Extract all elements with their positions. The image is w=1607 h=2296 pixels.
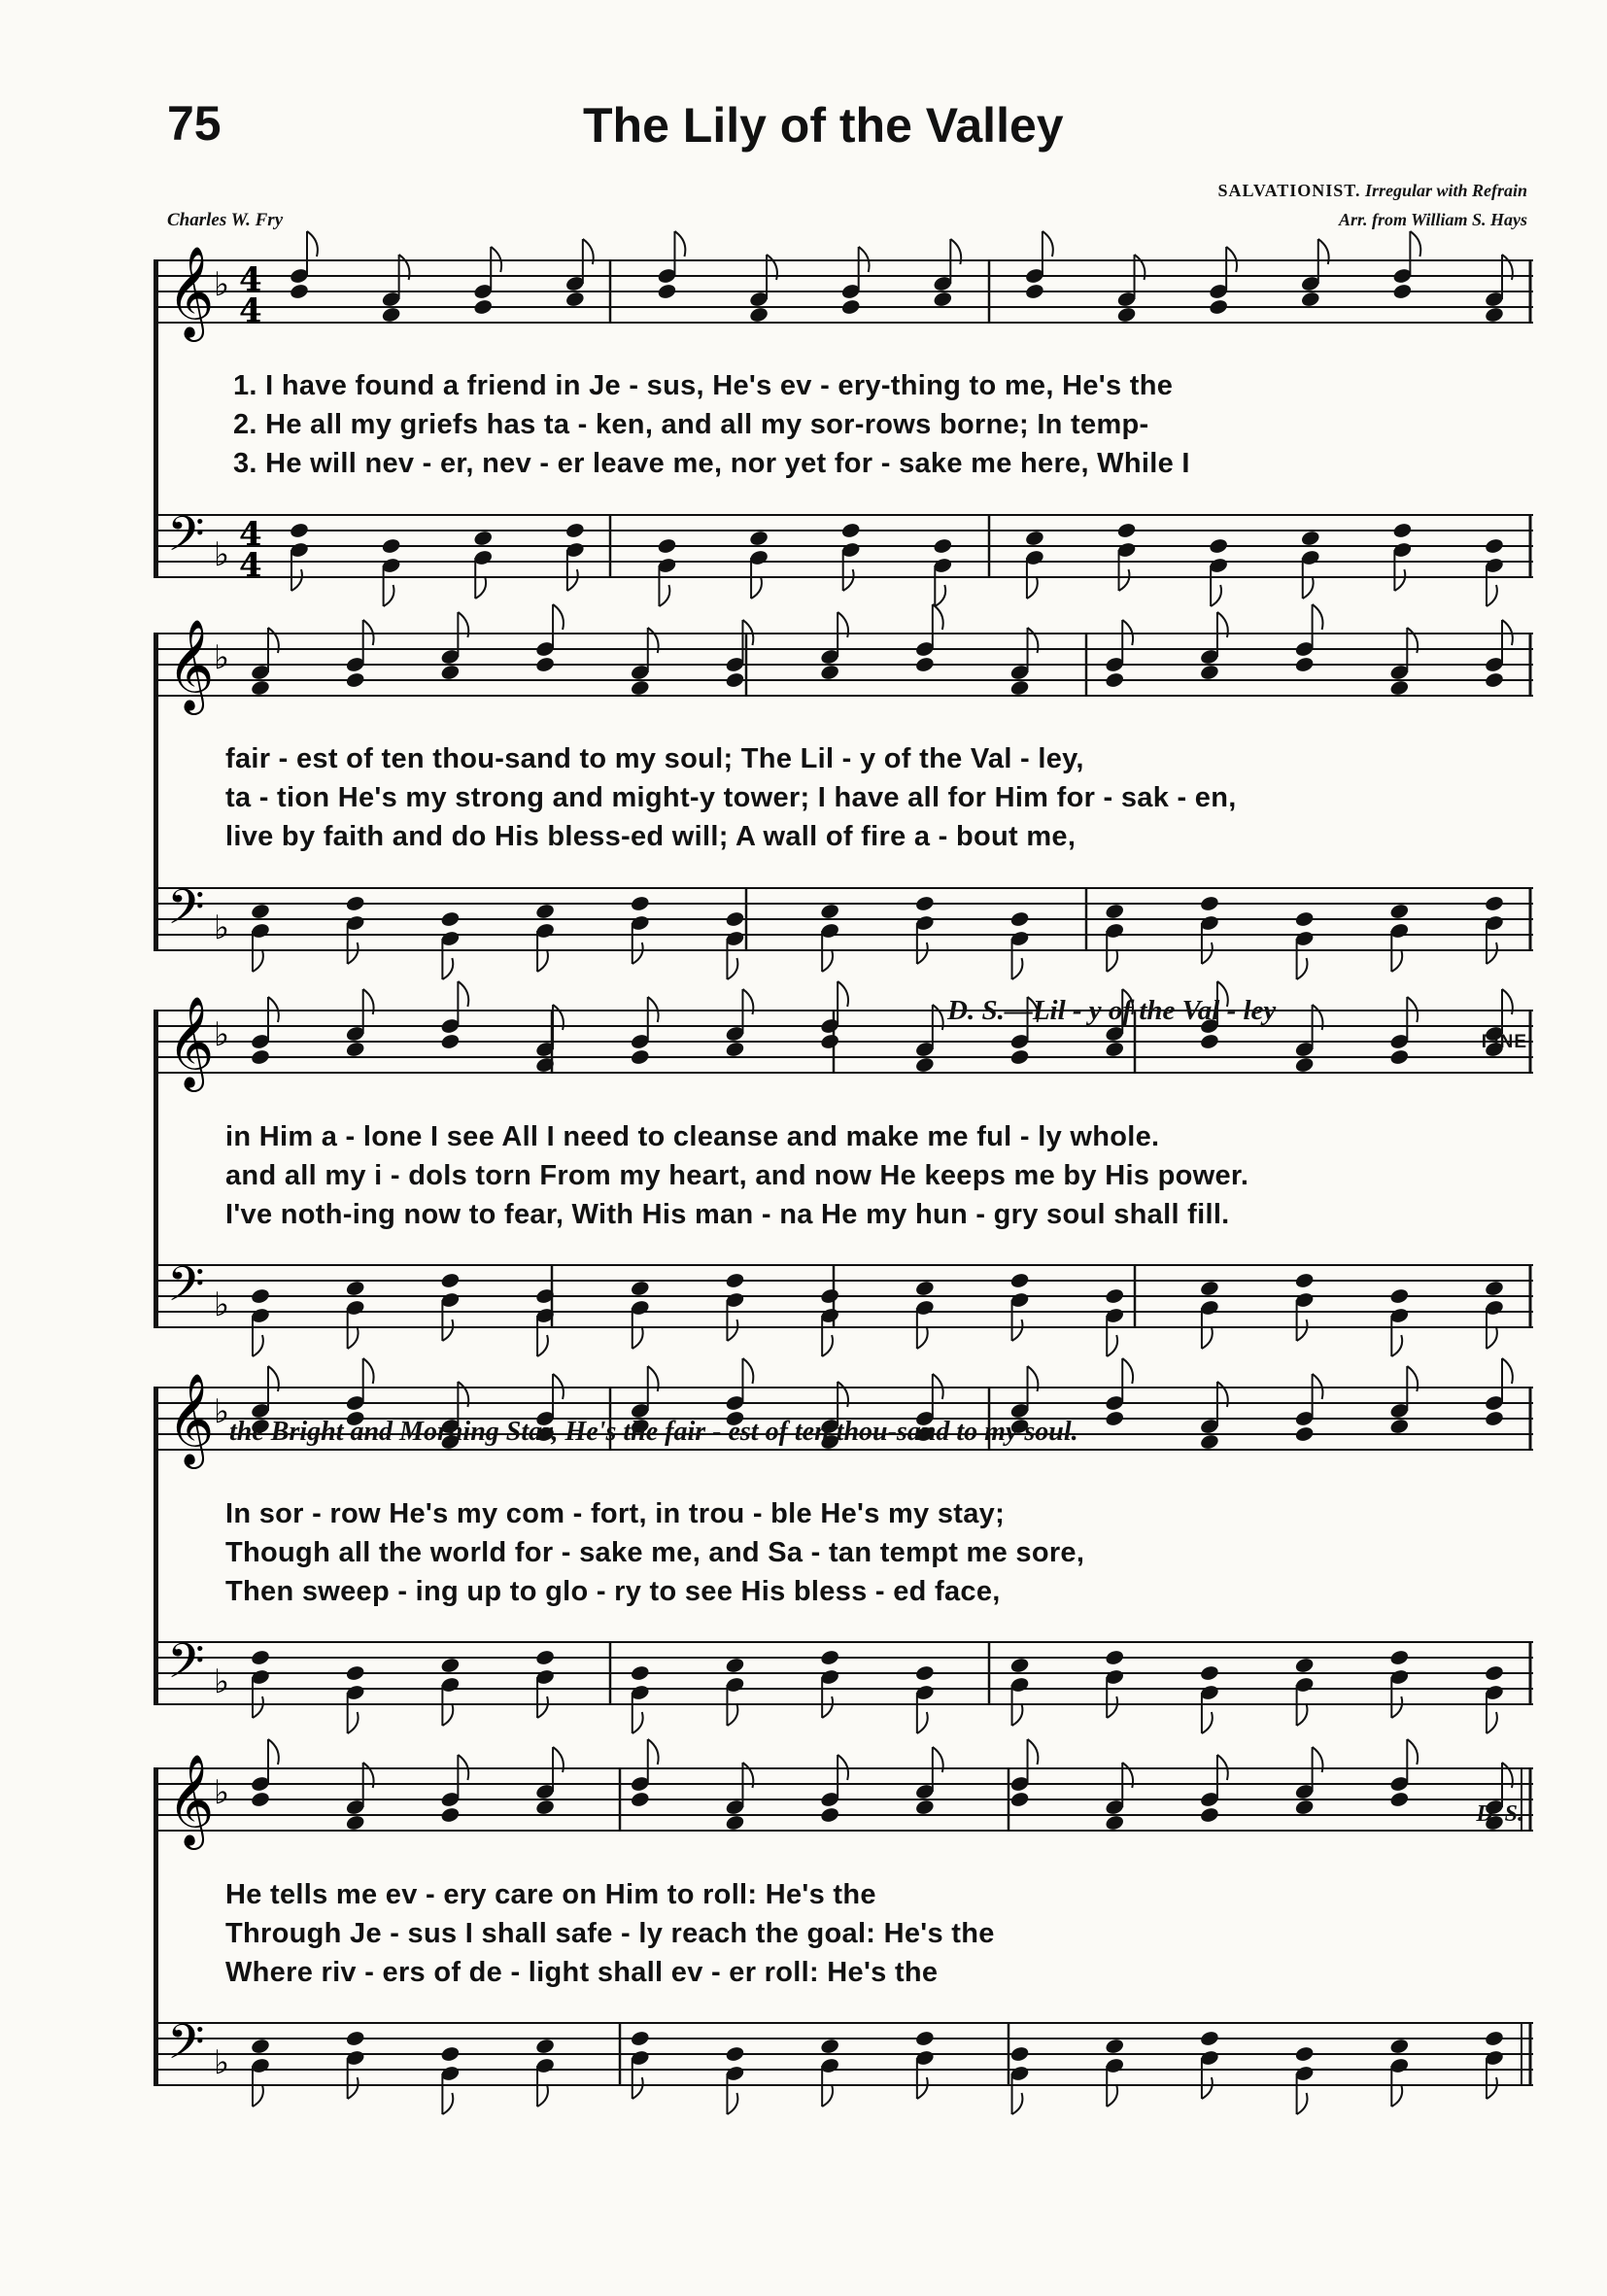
note-head (819, 2038, 839, 2055)
note-head (819, 903, 839, 920)
note-head (1009, 1657, 1030, 1674)
refrain-lyric-line: the Bright and Morning Star, He's the fair - est of ten thou-sand to my soul. (229, 1417, 1078, 1447)
note-head (440, 910, 461, 928)
note-head (630, 679, 650, 697)
note-flag (822, 2085, 833, 2107)
note-head (381, 306, 401, 324)
note-flag (537, 2085, 548, 2107)
note-head (630, 1664, 650, 1682)
note-head (1009, 1791, 1030, 1808)
note-flag (537, 1696, 548, 1718)
note-head (914, 1280, 935, 1297)
note-head (1389, 1649, 1410, 1666)
note-flag (1407, 1739, 1418, 1765)
note-flag (1487, 1327, 1497, 1349)
note-head (473, 298, 494, 316)
note-flag (291, 569, 302, 591)
flat-icon: ♭ (214, 908, 230, 947)
bass-clef-icon: 𝄢 (167, 2014, 205, 2082)
note-flag (838, 981, 848, 1007)
note-head (345, 671, 365, 689)
hymn-number: 75 (167, 96, 222, 151)
note-head (1389, 1048, 1410, 1066)
lyric-line: Then sweep - ing up to glo - ry to see His bless - ed face, (225, 1576, 1001, 1607)
note-flag (742, 1358, 753, 1384)
note-head (630, 1791, 650, 1808)
note-flag (727, 1704, 737, 1726)
note-head (564, 291, 585, 308)
note-head (630, 1280, 650, 1297)
lyric-line: He tells me ev - ery care on Him to roll: He's the (225, 1879, 876, 1910)
note-head (1484, 1280, 1504, 1297)
note-flag (727, 958, 737, 979)
note-head (725, 1814, 745, 1832)
note-flag (1202, 1712, 1213, 1733)
note-head (440, 1033, 461, 1050)
note-head (345, 2030, 365, 2047)
note-head (1009, 679, 1030, 697)
note-flag (1202, 942, 1213, 964)
note-flag (363, 1358, 374, 1384)
time-signature: 4 (239, 515, 262, 554)
note-head (534, 1799, 555, 1816)
note-flag (633, 1327, 643, 1349)
note-flag (1391, 1335, 1402, 1356)
note-flag (1027, 577, 1038, 599)
note-head (1105, 1410, 1125, 1427)
lyric-line: ta - tion He's my strong and might-y tower; I have all for Him for - sak - en, (225, 782, 1237, 813)
note-flag (537, 1335, 548, 1356)
note-flag (1211, 585, 1221, 606)
note-head (250, 1791, 270, 1808)
note-head (914, 656, 935, 673)
note-head (1199, 1433, 1219, 1451)
note-flag (1012, 2093, 1023, 2114)
lyric-line: Though all the world for - sake me, and Sa - tan tempt me sore, (225, 1537, 1085, 1568)
note-flag (1119, 569, 1130, 591)
note-flag (633, 942, 643, 964)
note-head (1294, 1272, 1315, 1289)
note-head (440, 2045, 461, 2063)
note-head (1199, 895, 1219, 912)
note-flag (1297, 1319, 1308, 1341)
note-head (933, 291, 953, 308)
note-head (1199, 664, 1219, 681)
lyric-line: in Him a - lone I see All I need to cleanse and make me ful - ly whole. (225, 1121, 1160, 1152)
note-flag (1297, 1704, 1308, 1726)
note-flag (442, 1319, 453, 1341)
note-head (534, 656, 555, 673)
note-head (534, 2038, 555, 2055)
note-flag (917, 2077, 928, 2099)
note-flag (843, 569, 854, 591)
note-head (630, 2030, 650, 2047)
note-head (345, 1814, 365, 1832)
note-flag (475, 577, 486, 599)
note-flag (442, 1704, 453, 1726)
note-head (289, 283, 309, 300)
treble-clef-icon: 𝄞 (167, 996, 215, 1088)
note-flag (1313, 604, 1323, 630)
note-head (1389, 1418, 1410, 1435)
refrain-lyric-line: D. S.—Lil - y of the Val - ley (947, 995, 1277, 1026)
note-head (914, 1664, 935, 1682)
note-head (1294, 1799, 1315, 1816)
note-flag (822, 950, 833, 972)
note-head (1294, 1425, 1315, 1443)
note-head (1294, 910, 1315, 928)
note-flag (917, 1327, 928, 1349)
flat-icon: ♭ (214, 1392, 230, 1431)
note-head (840, 298, 861, 316)
treble-clef-icon: 𝄞 (167, 619, 215, 711)
note-flag (1012, 1319, 1023, 1341)
note-head (914, 1056, 935, 1074)
note-flag (348, 1327, 359, 1349)
note-flag (659, 585, 669, 606)
note-flag (348, 1712, 359, 1733)
note-head (914, 2030, 935, 2047)
note-head (914, 895, 935, 912)
note-head (657, 537, 677, 555)
note-head (819, 1806, 839, 1824)
note-flag (1107, 1335, 1117, 1356)
note-flag (384, 585, 394, 606)
arranger: Arr. from William S. Hays (1338, 210, 1527, 229)
note-head (1105, 1814, 1125, 1832)
hymn-title: The Lily of the Valley (583, 98, 1064, 153)
note-head (250, 1649, 270, 1666)
note-head (1208, 537, 1228, 555)
bass-staff (154, 1265, 1533, 1327)
note-head (250, 2038, 270, 2055)
note-head (1294, 656, 1315, 673)
note-head (1484, 895, 1504, 912)
bass-clef-icon: 𝄢 (167, 879, 205, 947)
note-flag (1107, 950, 1117, 972)
note-flag (1487, 585, 1497, 606)
note-head (819, 1287, 839, 1305)
lyric-line: In sor - row He's my com - fort, in trou - ble He's my stay; (225, 1498, 1006, 1529)
treble-staff (154, 1011, 1533, 1073)
note-flag (458, 981, 468, 1007)
note-head (1199, 1280, 1219, 1297)
note-head (725, 671, 745, 689)
note-head (630, 895, 650, 912)
note-flag (1297, 2093, 1308, 2114)
note-flag (727, 2093, 737, 2114)
lyric-line: Where riv - ers of de - light shall ev - er roll: He's the (225, 1957, 939, 1988)
note-head (748, 306, 769, 324)
note-head (1389, 1287, 1410, 1305)
note-head (1024, 530, 1044, 547)
note-head (440, 664, 461, 681)
note-flag (1487, 942, 1497, 964)
note-head (1300, 291, 1320, 308)
note-flag (1122, 1358, 1133, 1384)
note-flag (727, 1319, 737, 1341)
note-flag (1502, 1358, 1513, 1384)
treble-clef-icon: 𝄞 (167, 1373, 215, 1465)
note-head (1484, 537, 1504, 555)
note-flag (933, 604, 943, 630)
lyric-line: fair - est of ten thou-sand to my soul; The Lil - y of the Val - ley, (225, 743, 1084, 774)
note-flag (1028, 1739, 1039, 1765)
note-head (250, 903, 270, 920)
lyric-line: 2. He all my griefs has ta - ken, and all my sor-rows borne; In temp- (233, 409, 1149, 440)
note-head (819, 1649, 839, 1666)
note-head (250, 1287, 270, 1305)
flat-icon: ♭ (214, 1015, 230, 1054)
note-head (1484, 1410, 1504, 1427)
note-head (345, 895, 365, 912)
note-flag (253, 2085, 263, 2107)
note-flag (442, 958, 453, 979)
note-flag (537, 950, 548, 972)
note-flag (1391, 1696, 1402, 1718)
note-head (1105, 1041, 1125, 1058)
note-head (381, 537, 401, 555)
note-head (725, 1272, 745, 1289)
note-head (1389, 903, 1410, 920)
note-head (725, 1657, 745, 1674)
note-flag (935, 585, 945, 606)
note-head (1300, 530, 1320, 547)
flat-icon: ♭ (214, 2043, 230, 2082)
note-head (473, 530, 494, 547)
note-flag (1202, 2077, 1213, 2099)
note-head (345, 1280, 365, 1297)
note-head (1199, 1806, 1219, 1824)
note-flag (348, 2077, 359, 2099)
note-flag (1487, 2077, 1497, 2099)
note-head (345, 1041, 365, 1058)
note-head (564, 522, 585, 539)
note-head (1199, 1664, 1219, 1682)
note-flag (1202, 1327, 1213, 1349)
note-flag (1394, 569, 1405, 591)
note-head (250, 679, 270, 697)
time-signature: 4 (239, 260, 262, 299)
note-head (534, 1649, 555, 1666)
note-head (1392, 522, 1413, 539)
note-head (1116, 522, 1137, 539)
note-head (725, 910, 745, 928)
note-head (1024, 283, 1044, 300)
lyric-line: and all my i - dols torn From my heart, and now He keeps me by His power. (225, 1160, 1249, 1191)
note-head (1116, 306, 1137, 324)
note-flag (674, 231, 685, 257)
flat-icon: ♭ (214, 265, 230, 304)
lyric-line: 1. I have found a friend in Je - sus, He's ev - ery-thing to me, He's the (233, 370, 1174, 401)
note-flag (253, 1696, 263, 1718)
note-flag (822, 1696, 833, 1718)
note-head (725, 2045, 745, 2063)
note-flag (1410, 231, 1420, 257)
flat-icon: ♭ (214, 1285, 230, 1324)
note-head (1105, 1649, 1125, 1666)
note-head (1294, 1657, 1315, 1674)
note-head (440, 1272, 461, 1289)
note-flag (567, 569, 578, 591)
note-flag (553, 604, 564, 630)
note-head (1105, 671, 1125, 689)
note-head (534, 903, 555, 920)
note-head (630, 1048, 650, 1066)
note-head (345, 1664, 365, 1682)
note-head (1389, 2038, 1410, 2055)
note-flag (1107, 1696, 1117, 1718)
note-flag (822, 1335, 833, 1356)
note-head (819, 664, 839, 681)
note-head (1009, 2045, 1030, 2063)
note-head (1199, 1033, 1219, 1050)
note-head (289, 522, 309, 539)
note-flag (1012, 958, 1023, 979)
note-head (914, 1799, 935, 1816)
bass-clef-icon: 𝄢 (167, 1633, 205, 1701)
lyric-line: live by faith and do His bless-ed will; A wall of fire a - bout me, (225, 821, 1077, 852)
note-flag (917, 1712, 928, 1733)
note-flag (1107, 2085, 1117, 2107)
note-flag (1012, 1704, 1023, 1726)
ds-mark: D. S. (1476, 1801, 1523, 1827)
note-flag (253, 1335, 263, 1356)
note-flag (633, 1712, 643, 1733)
bass-clef-icon: 𝄢 (167, 506, 205, 574)
note-head (657, 283, 677, 300)
tune-name: SALVATIONIST. (1217, 181, 1361, 200)
note-head (1484, 671, 1504, 689)
meter: Irregular with Refrain (1364, 181, 1527, 200)
note-head (1392, 283, 1413, 300)
treble-clef-icon: 𝄞 (167, 246, 215, 338)
fine-mark: FINE (1481, 1032, 1527, 1052)
lyric-line: 3. He will nev - er, nev - er leave me, nor yet for - sake me here, While I (233, 448, 1190, 479)
note-head (1389, 1791, 1410, 1808)
note-head (748, 530, 769, 547)
note-head (725, 1041, 745, 1058)
note-head (1389, 679, 1410, 697)
note-head (1199, 2030, 1219, 2047)
treble-clef-icon: 𝄞 (167, 1754, 215, 1846)
note-flag (1391, 950, 1402, 972)
note-head (1105, 903, 1125, 920)
flat-icon: ♭ (214, 1662, 230, 1701)
note-head (1009, 1048, 1030, 1066)
note-head (250, 1048, 270, 1066)
note-flag (751, 577, 762, 599)
note-head (840, 522, 861, 539)
flat-icon: ♭ (214, 535, 230, 574)
note-flag (307, 231, 318, 257)
author: Charles W. Fry (167, 210, 284, 230)
time-signature: 4 (239, 291, 262, 330)
note-head (1009, 910, 1030, 928)
note-flag (1303, 577, 1314, 599)
note-head (933, 537, 953, 555)
note-head (1009, 1272, 1030, 1289)
flat-icon: ♭ (214, 638, 230, 677)
note-head (1105, 2038, 1125, 2055)
note-flag (1043, 231, 1053, 257)
note-head (1484, 1664, 1504, 1682)
note-head (819, 1033, 839, 1050)
note-flag (648, 1739, 659, 1765)
note-flag (442, 2093, 453, 2114)
note-head (1105, 1287, 1125, 1305)
note-head (440, 1657, 461, 1674)
lyric-line: I've noth-ing now to fear, With His man - na He my hun - gry soul shall fill. (225, 1199, 1230, 1230)
lyric-line: Through Je - sus I shall safe - ly reach the goal: He's the (225, 1918, 995, 1949)
note-head (440, 1806, 461, 1824)
note-head (1484, 2030, 1504, 2047)
note-flag (1391, 2085, 1402, 2107)
time-signature: 4 (239, 546, 262, 585)
note-flag (917, 942, 928, 964)
note-flag (253, 950, 263, 972)
note-flag (1487, 1712, 1497, 1733)
note-flag (348, 942, 359, 964)
note-flag (268, 1739, 279, 1765)
note-head (1294, 1056, 1315, 1074)
note-flag (1297, 958, 1308, 979)
note-head (1294, 2045, 1315, 2063)
note-flag (633, 2077, 643, 2099)
bass-clef-icon: 𝄢 (167, 1256, 205, 1324)
flat-icon: ♭ (214, 1773, 230, 1812)
note-head (1208, 298, 1228, 316)
note-head (1484, 306, 1504, 324)
